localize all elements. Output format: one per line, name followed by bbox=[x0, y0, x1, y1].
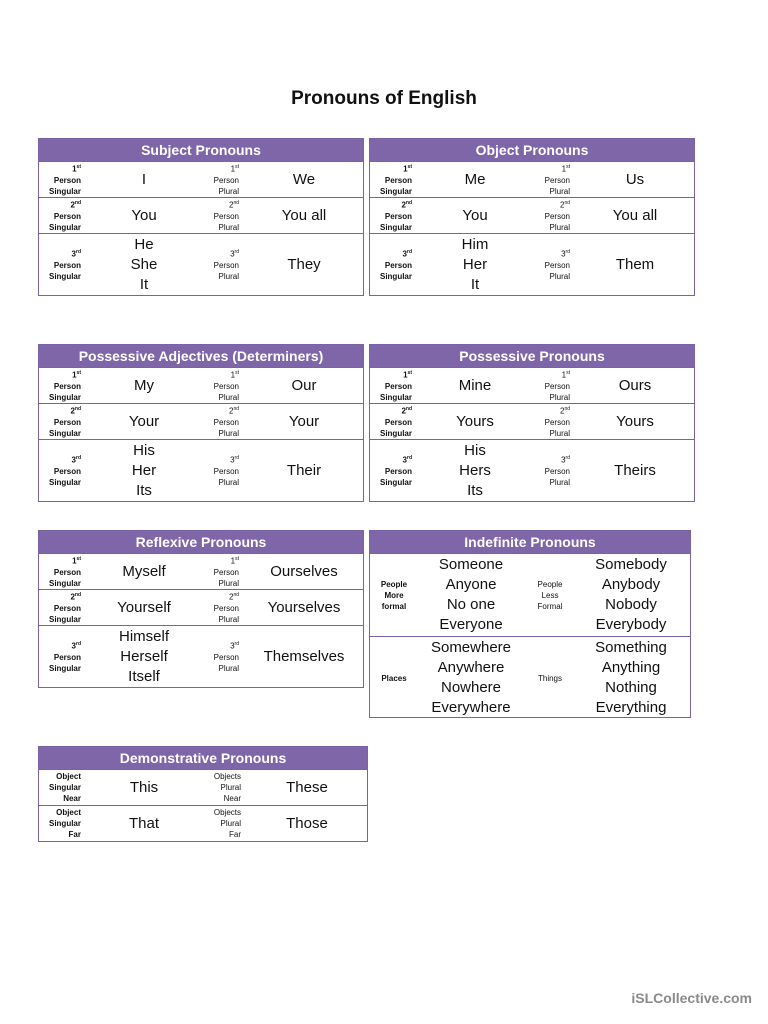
table-row bbox=[370, 554, 690, 636]
table-row bbox=[39, 625, 363, 687]
table-row bbox=[39, 439, 363, 501]
row-label: Objects Plural Near bbox=[213, 772, 241, 803]
table-header: Indefinite Pronouns bbox=[370, 531, 690, 554]
table-row bbox=[370, 233, 694, 295]
table-row bbox=[39, 554, 363, 589]
person-label: 3rd Person Plural bbox=[544, 249, 570, 281]
table-row bbox=[39, 770, 367, 805]
person-label: 3rd Person Singular bbox=[48, 641, 81, 673]
person-label: 1st Person Singular bbox=[48, 556, 81, 588]
table-row bbox=[370, 636, 690, 719]
person-label: 1st Person Plural bbox=[213, 370, 239, 402]
table-row bbox=[39, 162, 363, 197]
person-label: 2nd Person Plural bbox=[213, 406, 239, 438]
person-label: 3rd Person Singular bbox=[379, 455, 412, 487]
pronoun-cell: You bbox=[462, 206, 488, 224]
pronoun-cell: Yours bbox=[616, 412, 654, 430]
possessive-pronouns-table bbox=[369, 344, 695, 502]
person-label: 2nd Person Singular bbox=[48, 406, 81, 438]
pronoun-cell: Our bbox=[291, 376, 317, 394]
pronoun-cell: They bbox=[287, 255, 321, 273]
person-label: 2nd Person Plural bbox=[213, 592, 239, 624]
pronoun-cell: These bbox=[286, 778, 328, 796]
table-row bbox=[370, 162, 694, 197]
word-list: Someone Anyone No one Everyone bbox=[438, 556, 504, 633]
person-label: 2nd Person Singular bbox=[48, 592, 81, 624]
row-label: Object Singular Far bbox=[48, 808, 81, 839]
pronoun-cell: Yourselves bbox=[267, 598, 341, 616]
table-row bbox=[39, 805, 367, 841]
pronoun-cell: Them bbox=[615, 255, 655, 273]
pronoun-cell: You bbox=[131, 206, 157, 224]
table-header: Reflexive Pronouns bbox=[39, 531, 363, 554]
indefinite-pronouns-table bbox=[369, 530, 691, 718]
pronoun-cell: Myself bbox=[122, 562, 166, 580]
table-row bbox=[370, 439, 694, 501]
pronoun-cell: Yours bbox=[456, 412, 494, 430]
table-header: Object Pronouns bbox=[370, 139, 694, 162]
pronoun-cell: Your bbox=[288, 412, 320, 430]
person-label: 1st Person Plural bbox=[544, 370, 570, 402]
pronoun-cell: His Her Its bbox=[131, 441, 157, 499]
word-list: Somebody Anybody Nobody Everybody bbox=[595, 556, 667, 633]
watermark: iSLCollective.com bbox=[631, 990, 752, 1006]
pronoun-cell: Us bbox=[625, 170, 645, 188]
pronoun-cell: Their bbox=[286, 461, 322, 479]
person-label: 1st Person Singular bbox=[379, 164, 412, 196]
table-row bbox=[39, 589, 363, 625]
pronoun-cell: Ours bbox=[618, 376, 652, 394]
pronoun-cell: That bbox=[128, 814, 159, 832]
person-label: 1st Person Singular bbox=[48, 370, 81, 402]
person-label: 2nd Person Plural bbox=[544, 406, 570, 438]
person-label: 3rd Person Plural bbox=[213, 455, 239, 487]
pronoun-cell: I bbox=[141, 170, 147, 188]
row-label: People Less Formal bbox=[537, 579, 563, 611]
table-row bbox=[39, 368, 363, 403]
row-label: Objects Plural Far bbox=[213, 808, 241, 839]
table-row bbox=[39, 197, 363, 233]
person-label: 1st Person Plural bbox=[544, 164, 570, 196]
table-row bbox=[370, 197, 694, 233]
person-label: 1st Person Singular bbox=[379, 370, 412, 402]
row-label: Object Singular Near bbox=[48, 772, 81, 803]
table-header: Possessive Adjectives (Determiners) bbox=[39, 345, 363, 368]
person-label: 3rd Person Plural bbox=[213, 641, 239, 673]
person-label: 3rd Person Plural bbox=[213, 249, 239, 281]
pronoun-cell: His Hers Its bbox=[459, 441, 491, 499]
table-row bbox=[370, 403, 694, 439]
table-header: Demonstrative Pronouns bbox=[39, 747, 367, 770]
pronoun-cell: Mine bbox=[458, 376, 492, 394]
pronoun-cell: He She It bbox=[130, 235, 158, 293]
word-list: Something Anything Nothing Everything bbox=[595, 639, 667, 716]
person-label: 2nd Person Singular bbox=[48, 200, 81, 232]
person-label: 2nd Person Plural bbox=[213, 200, 239, 232]
table-header: Subject Pronouns bbox=[39, 139, 363, 162]
person-label: 2nd Person Singular bbox=[379, 406, 412, 438]
row-label: People More formal bbox=[380, 579, 408, 611]
pronoun-cell: You all bbox=[281, 206, 327, 224]
pronoun-cell: Ourselves bbox=[270, 562, 338, 580]
table-row bbox=[39, 233, 363, 295]
pronoun-cell: You all bbox=[612, 206, 658, 224]
row-label: Places bbox=[381, 673, 407, 683]
subject-pronouns-table bbox=[38, 138, 364, 296]
object-pronouns-table bbox=[369, 138, 695, 296]
reflexive-pronouns-table bbox=[38, 530, 364, 688]
person-label: 3rd Person Singular bbox=[379, 249, 412, 281]
row-label: Things bbox=[537, 673, 562, 683]
person-label: 2nd Person Plural bbox=[544, 200, 570, 232]
person-label: 1st Person Plural bbox=[213, 164, 239, 196]
pronoun-cell: Me bbox=[464, 170, 486, 188]
page-title: Pronouns of English bbox=[291, 88, 477, 109]
demonstrative-pronouns-table bbox=[38, 746, 368, 842]
pronoun-cell: Your bbox=[128, 412, 160, 430]
person-label: 3rd Person Plural bbox=[544, 455, 570, 487]
pronoun-cell: Themselves bbox=[263, 647, 345, 665]
word-list: Somewhere Anywhere Nowhere Everywhere bbox=[430, 639, 512, 716]
pronoun-cell: Him Her It bbox=[461, 235, 489, 293]
pronoun-cell: Those bbox=[286, 814, 328, 832]
table-header: Possessive Pronouns bbox=[370, 345, 694, 368]
table-row bbox=[370, 368, 694, 403]
pronoun-cell: Himself Herself Itself bbox=[118, 627, 169, 685]
possessive-adjectives-table bbox=[38, 344, 364, 502]
person-label: 3rd Person Singular bbox=[48, 249, 81, 281]
person-label: 2nd Person Singular bbox=[379, 200, 412, 232]
pronoun-cell: We bbox=[292, 170, 316, 188]
table-row bbox=[39, 403, 363, 439]
pronoun-cell: This bbox=[129, 778, 159, 796]
person-label: 3rd Person Singular bbox=[48, 455, 81, 487]
pronoun-cell: My bbox=[134, 376, 154, 394]
pronoun-cell: Theirs bbox=[614, 461, 656, 479]
pronoun-cell: Yourself bbox=[117, 598, 171, 616]
person-label: 1st Person Singular bbox=[48, 164, 81, 196]
person-label: 1st Person Plural bbox=[213, 556, 239, 588]
